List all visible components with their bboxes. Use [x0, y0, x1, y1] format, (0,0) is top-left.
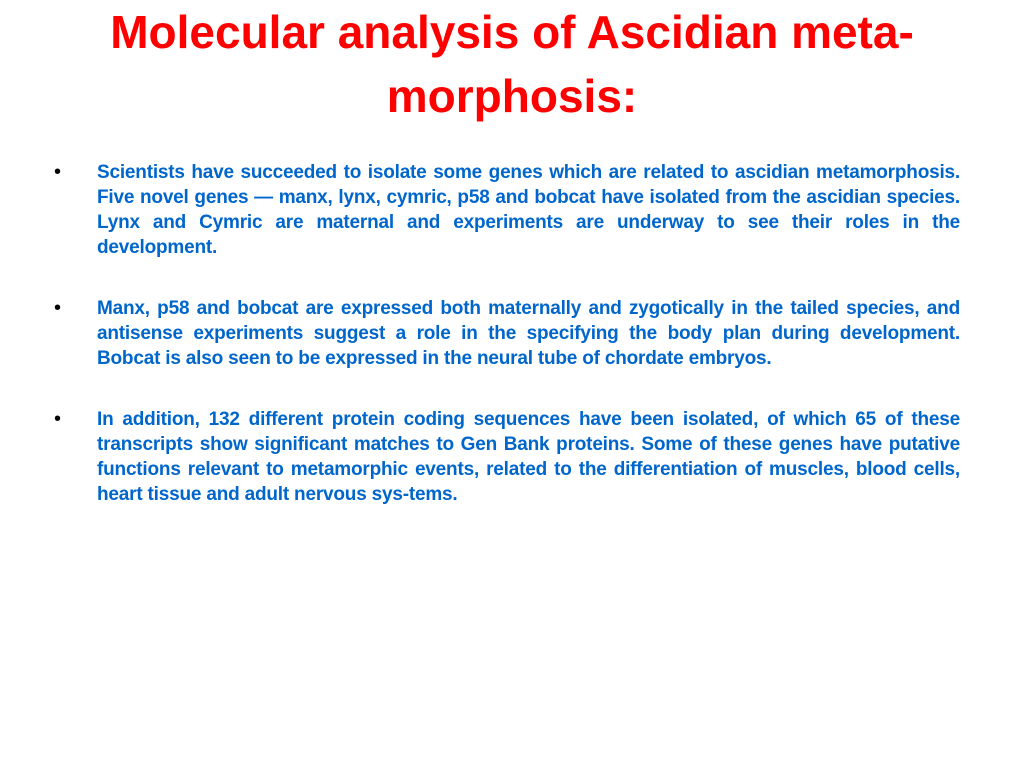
bullet-item: [54, 407, 960, 507]
slide-title-line-2: morphosis:: [386, 70, 638, 122]
bullet-dot-icon: •: [54, 161, 62, 183]
bullet-list: [54, 160, 960, 543]
slide-title: [40, 0, 984, 128]
bullet-dot-icon: •: [54, 408, 62, 430]
bullet-text: Manx, p58 and bobcat are expressed both maternally and zygotically in the tailed species, and antisense experiments suggest a role in the specifying the body plan during development. Bobcat is also seen to be expressed in the neural tube of chordate embryos.: [97, 298, 960, 369]
bullet-item: [54, 296, 960, 371]
bullet-text: Scientists have succeeded to isolate some genes which are related to ascidian metamorphosis. Five novel genes — manx, lynx, cymric, p58 and bobcat have isolated from the ascidian species. Lynx and Cymric are maternal and experiments are underway to see their roles in the development.: [97, 162, 960, 258]
bullet-dot-icon: •: [54, 297, 62, 319]
bullet-text: In addition, 132 different protein coding sequences have been isolated, of which 65 of these transcripts show significant matches to Gen Bank proteins. Some of these genes have putative functions relevant to metamorphic events, related to the differentiation of muscles, blood cells, heart tissue and adult nervous sys-tems.: [97, 409, 960, 505]
bullet-item: [54, 160, 960, 260]
slide-title-line-1: Molecular analysis of Ascidian meta-: [110, 6, 914, 58]
